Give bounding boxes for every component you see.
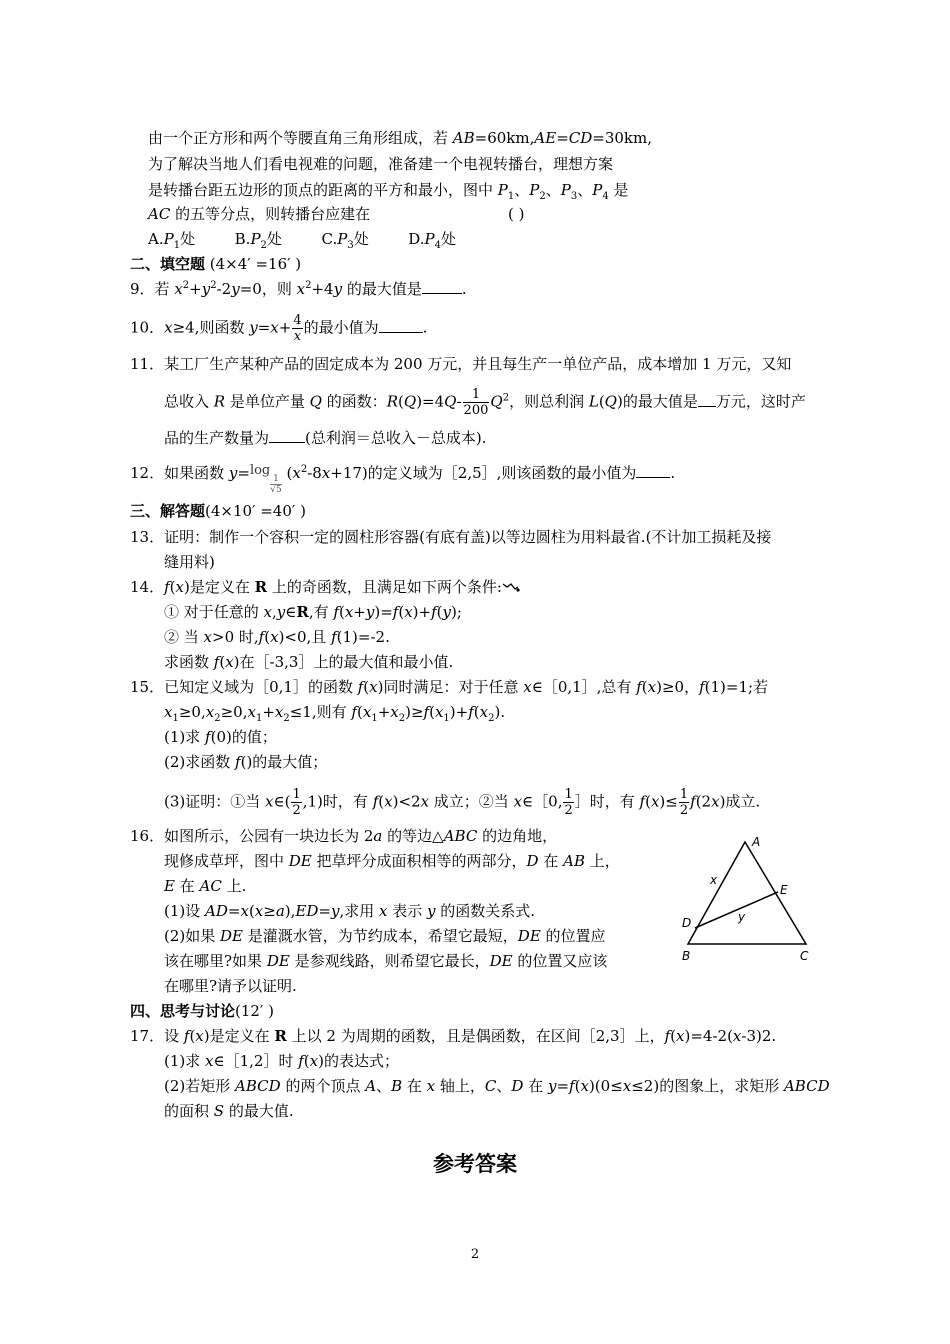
section-fill-in (130, 254, 301, 274)
text: 在 (523, 1077, 548, 1095)
numerator: 1 (292, 787, 301, 802)
denominator: 200 (463, 403, 489, 418)
text: P (592, 181, 603, 199)
text: 的最大值是 (342, 280, 422, 298)
question-16-part-4: 在哪里?请予以证明. (164, 977, 297, 995)
text: ∈［1,2］时 (213, 1052, 299, 1070)
text: C. (321, 230, 338, 248)
text: . (422, 318, 428, 337)
log-base (270, 474, 281, 495)
text: 已知定义域为［0,1］的函数 (164, 678, 358, 696)
label-b: B (682, 949, 691, 963)
text: 、 (496, 1077, 512, 1095)
text: 处 (266, 230, 282, 248)
question-17-part-1: (1)求 x∈［1,2］时 f(x)的表达式； (164, 1052, 399, 1070)
text: 把草坪分成面积相等的两部分， (311, 852, 527, 870)
text: 的最小值为 (303, 318, 379, 337)
text: 求函数 (164, 653, 214, 671)
text: 是参观线路，则希望它最长， (289, 952, 490, 970)
text: >0 时, (212, 628, 259, 646)
text: 轴上， (435, 1077, 485, 1095)
text: 、 (376, 1077, 392, 1095)
question-15-part-2: (2)求函数 f()的最大值； (164, 753, 328, 771)
fraction (563, 787, 573, 818)
text: 的函数关系式. (435, 902, 536, 920)
text: 的最大值是 (622, 392, 698, 411)
text: (2)如果 (164, 927, 221, 945)
text: = (556, 129, 569, 147)
label-d: D (682, 916, 692, 930)
triangle-abc (688, 842, 806, 944)
text: 上以 2 为周期的函数，且是偶函数，在区间［2,3］上， (286, 1027, 665, 1045)
q-number: 11． (130, 355, 165, 373)
text: ,求用 (339, 902, 380, 920)
text: <0,且 (284, 628, 332, 646)
text: (1)=1;若 (704, 678, 769, 696)
text: 的面积 (164, 1102, 214, 1120)
text: (1)求 (164, 1052, 206, 1070)
fraction (292, 313, 302, 344)
numerator: 1 (679, 787, 689, 802)
text: 若 (154, 280, 175, 298)
question-11-line-1 (130, 354, 791, 374)
question-13-line-1 (130, 527, 771, 547)
question-16-part-2: (2)如果 DE 是灌溉水管，为节约成本，希望它最短，DE 的位置应 (164, 927, 606, 945)
text: (1)=-2. (336, 628, 390, 646)
text: A. (148, 230, 164, 248)
text: ① 对于任意的 (164, 603, 264, 621)
text: ≥ (263, 902, 276, 920)
q-number: 17． (130, 1027, 165, 1045)
text: ,有 (308, 603, 334, 621)
text: ② 当 (164, 628, 204, 646)
text: 上， (584, 852, 620, 870)
text: 的边角地， (477, 827, 558, 845)
numerator: 1 (463, 387, 490, 403)
q-number: 12． (130, 464, 165, 482)
text: 3 (570, 191, 578, 202)
section-discussion (130, 1001, 274, 1021)
triangle-figure (670, 830, 820, 965)
text: 在 (174, 877, 200, 895)
question-16-part-3: 该在哪里?如果 DE 是参观线路，则希望它最长，DE 的位置又应该 (164, 952, 608, 970)
section-solve (130, 501, 306, 521)
text: 该在哪里?如果 (164, 952, 267, 970)
text: -3)2. (741, 1027, 777, 1045)
text: 是灌溉水管，为节约成本，希望它最短， (243, 927, 518, 945)
text: 的表达式； (323, 1052, 399, 1070)
text: <2 (398, 792, 421, 811)
text: 处 (441, 230, 457, 248)
text: (2)求函数 (164, 753, 236, 771)
text: 2 (539, 191, 546, 202)
text: AE (534, 129, 557, 147)
text: 总收入 (164, 392, 214, 411)
question-15-line-2: $x_1\ge 0,x_2\ge 0,x_1+x_2\le 1$,则有 $f(x_1+x_2)\ge f(x_1)+f(x_2)$. (164, 703, 506, 724)
text: 3 (347, 240, 354, 251)
text: (总利润＝总收入－总成本). (305, 429, 487, 447)
text: ，则 (261, 280, 297, 298)
section-title: 二、填空题 (130, 255, 206, 273)
text: 如图所示，公园有一块边长为 2 (164, 827, 374, 845)
text: 的位置应 (540, 927, 606, 945)
text: 处 (180, 230, 196, 248)
text: 处 (353, 230, 369, 248)
answer-blank[interactable] (422, 279, 462, 294)
label-x: x (710, 873, 718, 887)
denominator: 2 (292, 803, 301, 818)
page-number: 2 (470, 1247, 480, 1262)
text: R (254, 578, 268, 596)
question-16-line-2: 现修成草坪，图中 DE 把草坪分成面积相等的两部分，D 在 AB 上， (164, 852, 620, 870)
denominator: x (293, 329, 302, 344)
text: 的五等分点，则转播台应建在 (170, 205, 371, 223)
text: . (461, 280, 467, 298)
text: - (456, 392, 462, 411)
text: 在［-3,3］上的最大值和最小值. (239, 653, 454, 671)
label-c: C (800, 949, 809, 963)
text: 的函数： (321, 392, 387, 411)
text: (2)若矩形 (164, 1077, 236, 1095)
log-base-denominator: √5 (270, 485, 282, 495)
text: 1 (507, 191, 515, 202)
text: ()的最大值； (240, 753, 328, 771)
section-title: 四、思考与讨论 (130, 1002, 236, 1020)
text: +17)的定义域为［2,5］,则该函数的最小值为 (330, 464, 637, 482)
text: 由一个正方形和两个等腰直角三角形组成，若 (148, 129, 453, 147)
question-10: 10．x≥4,则函数 y=x+ $\frac{4}{x}$ 的最小值为 . (130, 313, 428, 344)
log-symbol: log (249, 463, 271, 478)
q8-answer-paren: ( ) (508, 205, 525, 223)
text: ≥4,则函数 (172, 318, 250, 337)
text: ≥0， (661, 678, 700, 696)
text: (0)的值； (210, 728, 277, 746)
option-d (408, 230, 457, 251)
q-number: 15． (130, 678, 165, 696)
q-number: 14． (130, 578, 165, 596)
pencil-mark-icon (502, 581, 520, 593)
question-15-part-1: (1)求 f(0)的值； (164, 728, 277, 746)
text: 2 (260, 240, 267, 251)
q-number: 10． (130, 318, 165, 337)
text: ,1)时，有 (302, 792, 373, 811)
text: 4 (434, 240, 441, 251)
text: P (163, 230, 174, 248)
text: D. (408, 230, 425, 248)
text: ，则总利润 (509, 392, 589, 411)
q8-line-4 (148, 204, 370, 224)
question-13-line-2: 缝用料) (164, 553, 215, 571)
text: 是转播台距五边形的顶点的距离的平方和最小，图中 (148, 181, 498, 199)
denominator: 2 (564, 803, 573, 818)
text: (0≤ (594, 1077, 623, 1095)
question-16-line-3: E 在 AC 上. (164, 877, 247, 895)
question-11-line-3 (164, 428, 487, 448)
text: 1 (173, 240, 181, 251)
question-17-line-1: 17．设 f(x)是定义在 R 上以 2 为周期的函数，且是偶函数，在区间［2,3］上，f(x)=4-2(x-3)2. (130, 1027, 777, 1045)
text: =4-2( (690, 1027, 733, 1045)
question-9: 9．若 $x^2+y^2-2y=0$，则 $x^2+4y$ 的最大值是 . (130, 280, 467, 298)
question-17-part-3: 的面积 S 的最大值. (164, 1102, 294, 1120)
label-a: A (752, 835, 761, 849)
text: P (250, 230, 261, 248)
fraction (291, 787, 301, 818)
answer-blank[interactable] (379, 318, 423, 333)
text: 的位置又应该 (512, 952, 608, 970)
text: 设 (164, 1027, 184, 1045)
log-base-numerator: 1 (270, 474, 281, 485)
text: =60km, (474, 129, 535, 147)
text: 同时满足：对于任意 (383, 678, 524, 696)
text: ≤ (665, 792, 678, 811)
text: 现修成草坪，图中 (164, 852, 289, 870)
section-score: (4×4′ =16′ ) (205, 255, 302, 273)
fraction (679, 787, 689, 818)
label-y: y (738, 910, 746, 924)
fraction (463, 387, 490, 418)
text: ］时，有 (574, 792, 640, 811)
text: 证明：制作一个容积一定的圆柱形容器(有底有盖)以等边圆柱为用料最省.(不计加工损耗及接 (164, 528, 772, 546)
option-c (321, 230, 369, 251)
text: P (560, 181, 571, 199)
text: P (529, 181, 540, 199)
question-14-line-1: 14．f(x)是定义在 R 上的奇函数，且满足如下两个条件: (130, 577, 520, 597)
text: P (424, 230, 435, 248)
question-14-line-4: 求函数 f(x)在［-3,3］上的最大值和最小值. (164, 653, 454, 671)
text: 的等边△ (382, 827, 444, 845)
q8-line-2: 为了解决当地人们看电视难的问题，准备建一个电视转播台，理想方案 (148, 155, 614, 173)
text: 上. (221, 877, 247, 895)
question-11-line-2: 总收入 R 是单位产量 Q 的函数：R(Q)=4Q- $\frac{1}{200}$ $Q^2$，则总利润 L(Q)的最大值是 万元，这时产 (164, 387, 806, 418)
option-b (234, 230, 282, 251)
text: 成立；②当 (429, 792, 514, 811)
text: =30km, (592, 129, 653, 147)
text: )=4 (416, 392, 445, 411)
text: 在 (538, 852, 564, 870)
text: 在 (402, 1077, 427, 1095)
text: ( (398, 392, 404, 411)
text: CD (568, 129, 593, 147)
question-12: 12．如果函数 y=log $\frac{1}{√5} (x^2-8x+17)$的定义域为［2,5］,则该函数的最小值为 . (130, 463, 676, 495)
q8-line-3: 是转播台距五边形的顶点的距离的平方和最小，图中 $P_1$、$P_2$、$P_3$、$P_4$ 是 (148, 181, 629, 202)
text: 4 (602, 191, 609, 202)
text: ≤2)的图象上，求矩形 (631, 1077, 784, 1095)
q-number: 16． (130, 827, 165, 845)
text: P (337, 230, 348, 248)
section-title: 三、解答题 (130, 502, 206, 520)
text: 表示 (387, 902, 428, 920)
section-score: (4×10′ =40′ ) (205, 502, 306, 520)
text: AC (148, 205, 171, 223)
text: )成立. (719, 792, 761, 811)
question-14-cond-1: ① 对于任意的 x,y∈R,有 f(x+y)=f(x)+f(y); (164, 603, 462, 621)
text: 万元，这时产 (715, 392, 806, 411)
q8-options (148, 229, 456, 249)
text: 如果函数 (164, 464, 229, 482)
q-number: 9． (130, 280, 155, 298)
numerator: 1 (564, 787, 573, 802)
question-15-line-1: 15．已知定义域为［0,1］的函数 f(x)同时满足：对于任意 x∈［0,1］,总有 f(x)≥0，f(1)=1;若 (130, 678, 769, 696)
answer-blank[interactable] (269, 428, 305, 443)
text: (1)求 (164, 728, 206, 746)
text: ∈ (285, 603, 297, 621)
option-a (148, 230, 196, 251)
text: (3)证明：①当 (164, 792, 266, 811)
numerator: 4 (293, 313, 302, 328)
text: ), (284, 902, 296, 920)
label-e: E (780, 883, 788, 897)
text: 的两个顶点 (280, 1077, 366, 1095)
question-14-cond-2: ② 当 x>0 时,f(x)<0,且 f(1)=-2. (164, 628, 390, 646)
text: 品的生产数量为 (164, 429, 270, 447)
text: 是定义在 (209, 1027, 275, 1045)
text: 是定义在 (189, 578, 255, 596)
answer-section-title: 参考答案 (433, 1151, 517, 1176)
text: (1)设 (164, 902, 206, 920)
text: 某工厂生产某种产品的固定成本为 200 万元，并且每生产一单位产品，成本增加 1 万元，又知 (164, 355, 792, 373)
text: ∈［0,1］,总有 (531, 678, 637, 696)
question-15-part-3: (3)证明：①当 x∈( $\frac{1}{2}$ ,1)时，有 f(x)<2x 成立；②当 x∈［0, $\frac{1}{2}$ ］时，有 f(x)≤ $\frac{1}{2}$ f(2x)成立. (164, 787, 761, 818)
text: . (670, 464, 676, 482)
q-number: 13． (130, 528, 165, 546)
text: ∈( (273, 792, 291, 811)
question-16-part-1: (1)设 AD=x(x≥a),ED=y,求用 x 表示 y 的函数关系式. (164, 902, 536, 920)
text: 是 (608, 181, 629, 199)
text: 上的奇函数，且满足如下两个条件: (267, 578, 502, 596)
text: 的最大值. (224, 1102, 294, 1120)
text: -8 (307, 464, 322, 482)
text: AB (452, 129, 475, 147)
text: P (497, 181, 508, 199)
question-17-part-2: (2)若矩形 ABCD 的两个顶点 A、B 在 x 轴上，C、D 在 y=f(x)(0≤x≤2)的图象上，求矩形 ABCD (164, 1077, 830, 1095)
text: 是单位产量 (225, 392, 310, 411)
question-16-line-1: 16．如图所示，公园有一块边长为 2a 的等边△ABC 的边角地， (130, 827, 558, 845)
section-score: (12′ ) (235, 1002, 274, 1020)
text: ∈［0, (522, 792, 563, 811)
text: (2 (695, 792, 712, 811)
q8-line-1 (148, 128, 652, 148)
denominator: 2 (679, 803, 689, 818)
answer-blank[interactable] (636, 463, 670, 478)
text: 则有 (316, 703, 347, 721)
text: B. (234, 230, 251, 248)
answer-blank[interactable] (698, 392, 716, 407)
